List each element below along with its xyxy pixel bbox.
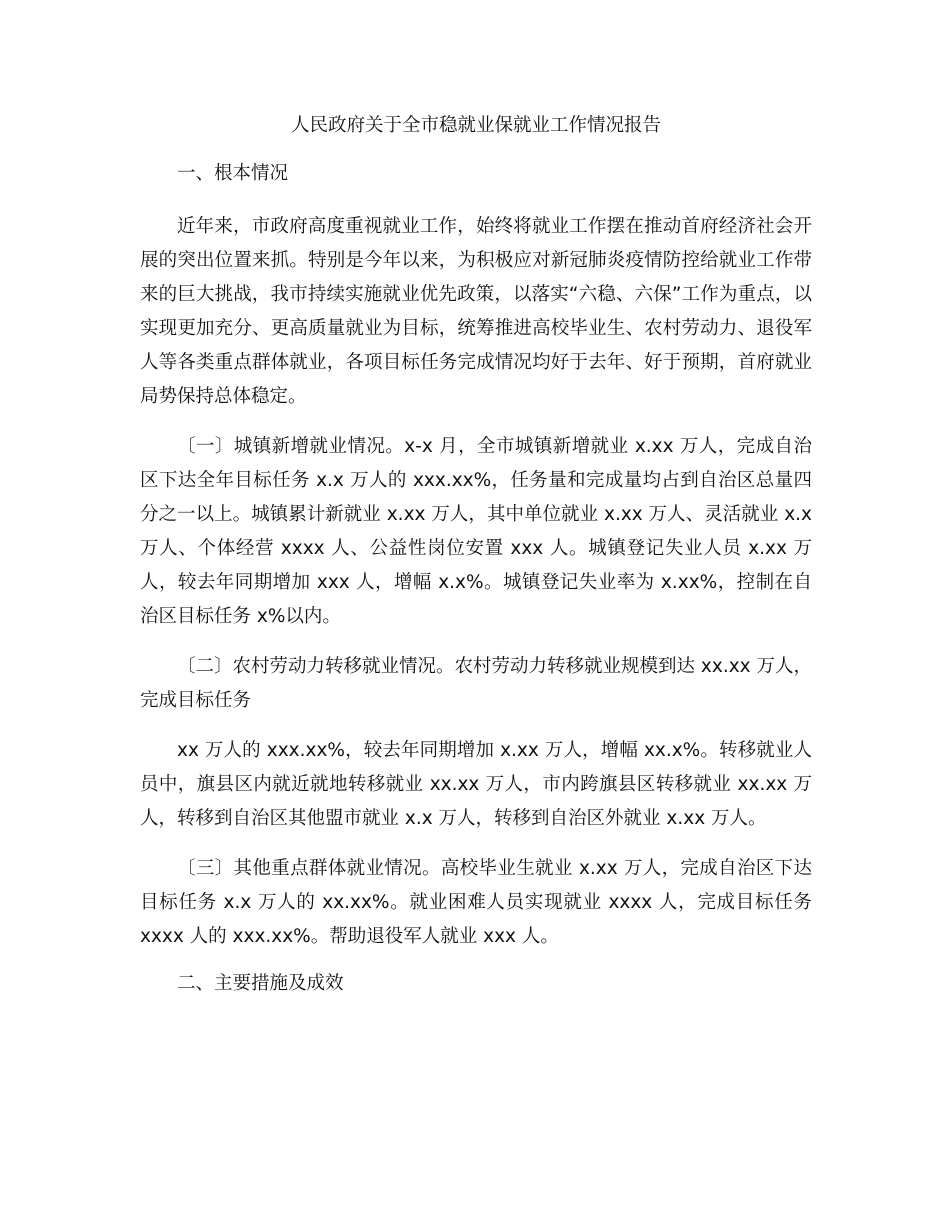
document-title: 人民政府关于全市稳就业保就业工作情况报告 <box>290 115 661 136</box>
paragraph-key-groups: 〔三〕其他重点群体就业情况。高校毕业生就业 x.xx 万人，完成自治区下达目标任务 x.x 万人的 xx.xx%。就业困难人员实现就业 xxxx 人，完成目标任务 xxxx 人的 xxx.xx%。帮助退役军人就业 xxx 人。 <box>140 858 812 947</box>
paragraph-rural-labor-b: xx 万人的 xxx.xx%，较去年同期增加 x.xx 万人，增幅 xx.x%。转移就业人员中，旗县区内就近就地转移就业 xx.xx 万人，市内跨旗县区转移就业 xx.xx 万人，转移到自治区其他盟市就业 x.x 万人，转移到自治区外就业 x.xx 万人。 <box>140 740 812 829</box>
paragraph-urban-employment: 〔一〕城镇新增就业情况。x-x 月，全市城镇新增就业 x.xx 万人，完成自治区下达全年目标任务 x.x 万人的 xxx.xx%，任务量和完成量均占到自治区总量四分之一以上。城镇累计新就业 x.xx 万人，其中单位就业 x.xx 万人、灵活就业 x.x 万人、个体经营 xxxx 人、公益性岗位安置 xxx 人。城镇登记失业人员 x.xx 万人，较去年同期增加 xxx 人，增幅 x.x%。城镇登记失业率为 x.xx%，控制在自治区目标任务 x%以内。 <box>140 436 812 627</box>
section-heading-basic-situation: 一、根本情况 <box>177 163 289 184</box>
paragraph-overview: 近年来，市政府高度重视就业工作，始终将就业工作摆在推动首府经济社会开展的突出位置来抓。特别是今年以来，为积极应对新冠肺炎疫情防控给就业工作带来的巨大挑战，我市持续实施就业优先政策，以落实“六稳、六保”工作为重点，以实现更加充分、更高质量就业为目标，统筹推进高校毕业生、农村劳动力、退役军人等各类重点群体就业，各项目标任务完成情况均好于去年、好于预期，首府就业局势保持总体稳定。 <box>140 216 812 407</box>
section-heading-measures: 二、主要措施及成效 <box>177 973 344 994</box>
document-body <box>140 112 812 1020</box>
paragraph-rural-labor-a: 〔二〕农村劳动力转移就业情况。农村劳动力转移就业规模到达 xx.xx 万人，完成目标任务 <box>140 656 812 711</box>
